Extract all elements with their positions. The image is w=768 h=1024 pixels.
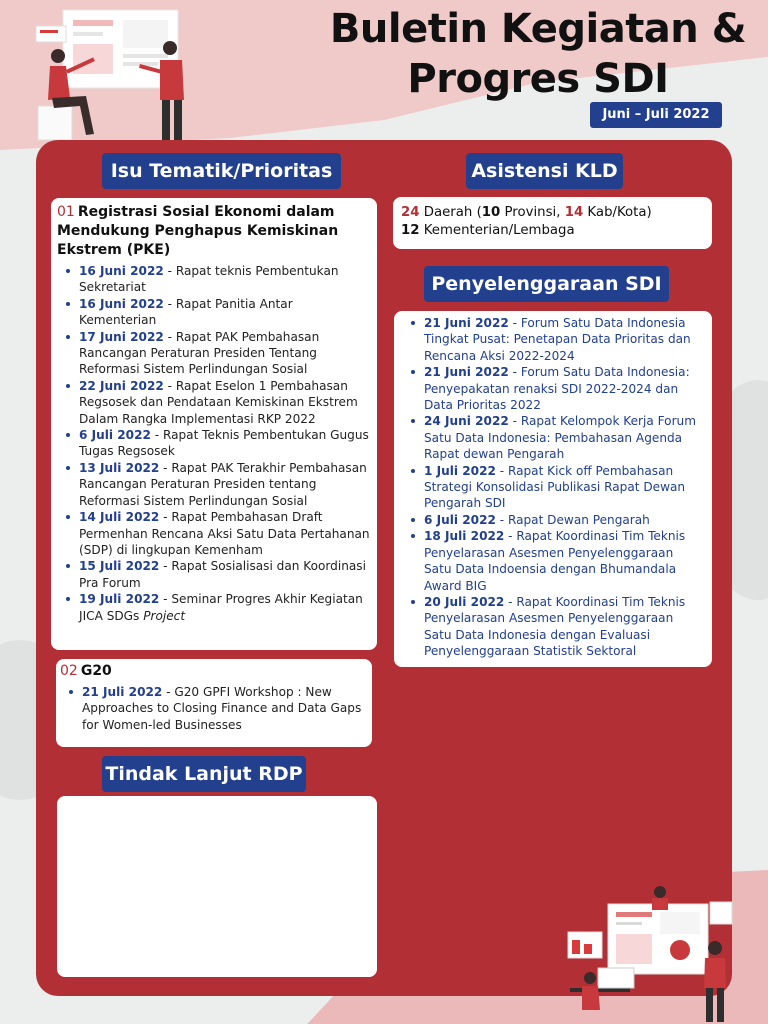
event-date: 21 Juni 2022 [424, 316, 509, 330]
event-date: 21 Juni 2022 [424, 365, 509, 380]
page-title [318, 4, 758, 104]
event-description: - Rapat Kelompok Kerja Forum Satu Data Indonesia: Pembahasan Agenda Rapat dewan Pengarah [424, 414, 696, 462]
event-item [57, 263, 371, 296]
rdp-card [57, 796, 377, 977]
kabkota-label: Kab/Kota) [583, 205, 652, 220]
event-date: 17 Juni 2022 [79, 329, 164, 344]
event-description: - Rapat Dewan Pengarah [495, 512, 650, 527]
penyelenggaraan-card [394, 311, 712, 667]
event-description: - Rapat teknis Pembentukan Sekretariat [79, 264, 339, 295]
title-line-1: Buletin Kegiatan & [329, 6, 747, 52]
event-date: 20 Juli 2022 [424, 594, 505, 609]
event-item [402, 463, 704, 512]
event-date: 24 Juni 2022 [424, 414, 509, 429]
event-description: - Rapat Eselon 1 Pembahasan Regsosek dan Pendataan Kemiskinan Ekstrem Dalam Rangka Implementasi RKP 2022 [79, 378, 358, 426]
issue-number: 02 [60, 663, 78, 679]
event-item [402, 315, 704, 364]
issue-title: G20 [80, 663, 112, 679]
section-header-penyelenggaraan-sdi: Penyelenggaraan SDI [424, 266, 669, 302]
event-description: - G20 GPFI Workshop : New Approaches to Closing Finance and Data Gaps for Women-led Businesses [82, 685, 362, 732]
issue-number: 01 [57, 204, 75, 220]
event-date: 18 Juli 2022 [424, 529, 505, 544]
event-item [57, 558, 371, 591]
team-dashboard-illustration [560, 884, 740, 1024]
event-date: 16 Juni 2022 [79, 296, 164, 311]
issue-title: Registrasi Sosial Ekonomi dalam Mendukung Penghapus Kemiskinan Ekstrem (PKE) [57, 204, 339, 258]
event-item [57, 378, 371, 427]
event-description: - Rapat Panitia Antar Kementerian [79, 296, 293, 328]
event-item [402, 594, 704, 660]
event-date: 6 Juli 2022 [79, 428, 151, 443]
issue-01-event-list [57, 263, 371, 624]
event-description: - Rapat Sosialisasi dan Koordinasi Pra Forum [79, 559, 366, 590]
event-description: - Forum Satu Data Indonesia: Penyepakatan renaksi SDI 2022-2024 dan Data Prioritas 2022 [424, 365, 690, 413]
event-date: 22 Juni 2022 [79, 378, 164, 393]
event-description: - Rapat Teknis Pembentukan Gugus Tugas Regsosek [79, 428, 369, 459]
event-item [402, 413, 704, 462]
event-item [57, 509, 371, 558]
section-header-tindak-lanjut-rdp: Tindak Lanjut RDP [102, 756, 306, 792]
event-description: - Rapat Kick off Pembahasan Strategi Konsolidasi Publikasi Rapat Dewan Pengarah SDI [424, 463, 686, 511]
event-description: - Rapat Pembahasan Draft Permenhan Rencana Aksi Satu Data Pertahanan (SDP) di lingkupan Kemenham [79, 510, 370, 557]
event-date: 19 Juli 2022 [79, 592, 160, 607]
people-whiteboard-illustration [28, 8, 198, 143]
kl-count: 12 [401, 223, 420, 238]
event-description: - Forum Satu Data Indonesia Tingkat Pusat: Penetapan Data Prioritas dan Rencana Aksi 2022-2024 [424, 316, 691, 363]
issue-02-event-list [60, 684, 368, 733]
event-item [402, 512, 704, 528]
event-description: - Seminar Progres Akhir Kegiatan JICA SDGs [79, 592, 363, 623]
event-description-italic: Project [143, 608, 186, 623]
daerah-label: Daerah ( [419, 205, 482, 220]
provinsi-label: Provinsi, [500, 205, 565, 220]
issue-card-01 [51, 198, 377, 650]
kld-line-1 [401, 204, 704, 222]
penyelenggaraan-event-list [402, 315, 704, 660]
section-header-asistensi-kld: Asistensi KLD [466, 153, 623, 189]
title-line-2: Progres SDI [407, 56, 669, 102]
event-item [402, 528, 704, 594]
event-item [402, 364, 704, 413]
event-description: - Rapat Koordinasi Tim Teknis Penyelarasan Asesmen Penyelenggaraan Satu Data Indonesia dengan Evaluasi Penyelenggaraan Statistik Sektoral [424, 594, 686, 659]
event-description: - Rapat PAK Pembahasan Rancangan Peraturan Presiden Tentang Reformasi Sistem Perlindungan Sosial [79, 329, 320, 377]
event-item [57, 460, 371, 509]
period-badge: Juni – Juli 2022 [590, 102, 722, 128]
event-item [57, 296, 371, 329]
event-date: 13 Juli 2022 [79, 460, 160, 475]
event-date: 15 Juli 2022 [79, 559, 160, 574]
kabkota-count: 14 [564, 205, 584, 220]
event-date: 6 Juli 2022 [424, 512, 496, 527]
provinsi-count: 10 [481, 205, 501, 220]
issue-heading [60, 662, 368, 681]
section-header-isu-tematik: Isu Tematik/Prioritas [102, 153, 341, 189]
kl-label: Kementerian/Lembaga [419, 223, 575, 238]
event-item [57, 329, 371, 378]
kld-line-2 [401, 222, 704, 240]
daerah-count: 24 [401, 205, 420, 220]
event-item [57, 591, 371, 624]
event-date: 21 Juli 2022 [82, 685, 163, 699]
kld-card [393, 197, 712, 249]
event-description: - Rapat PAK Terakhir Pembahasan Rancangan Peraturan Presiden tentang Reformasi Sistem Perlindungan Sosial [79, 460, 367, 508]
event-date: 14 Juli 2022 [79, 510, 160, 525]
event-date: 1 Juli 2022 [424, 463, 496, 478]
event-description: - Rapat Koordinasi Tim Teknis Penyelarasan Asesmen Penyelenggaraan Satu Data Indoensia dengan Bhumandala Award BIG [424, 529, 686, 593]
event-date: 16 Juni 2022 [79, 264, 164, 278]
issue-card-02 [56, 659, 372, 747]
event-item [60, 684, 368, 733]
event-item [57, 427, 371, 460]
issue-heading [57, 203, 371, 260]
